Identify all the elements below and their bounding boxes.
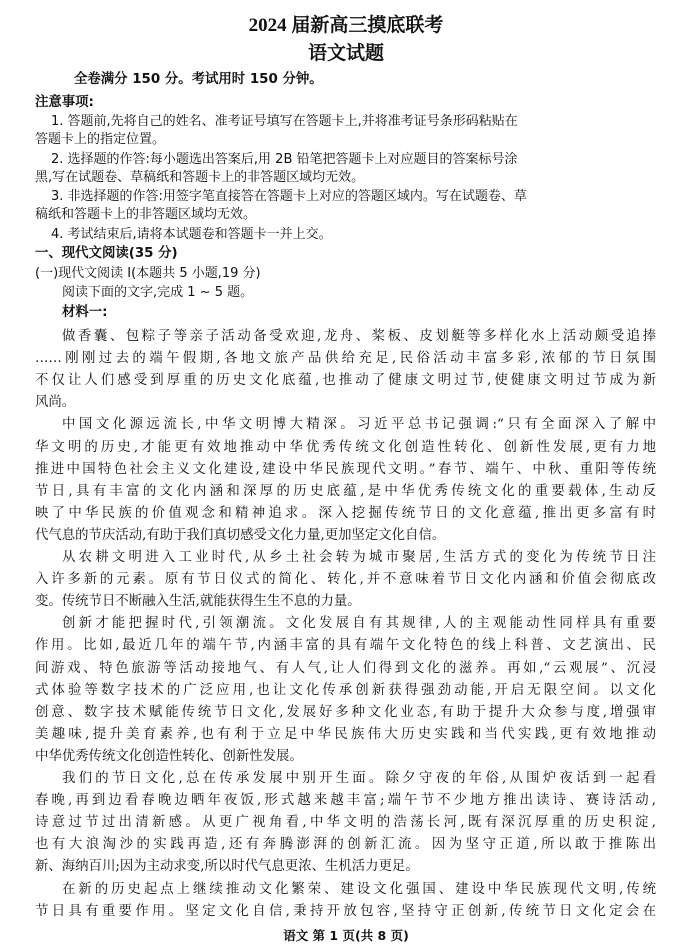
passage-line: 新、海纳百川;因为主动求变,所以时代气息更浓、生机活力更足。 bbox=[35, 859, 419, 875]
notes-line: 4. 考试结束后,请将本试题卷和答题卡一并上交。 bbox=[51, 227, 332, 242]
passage-line: 间游戏、特色旅游等活动接地气、有人气,让人们得到文化的滋养。再如,“云观展”、沉浸 bbox=[35, 660, 656, 676]
exam-title: 2024 届新高三摸底联考 bbox=[248, 15, 444, 36]
passage-line: 创新才能把握时代,引领潮流。文化发展自有其规律,人的主观能动性同样具有重要 bbox=[62, 616, 656, 632]
notes-heading: 注意事项: bbox=[35, 95, 94, 110]
passage-line: 华文明的历史,才能更有效地推动中华优秀传统文化创造性转化、创新性发展,更有力地 bbox=[35, 439, 656, 455]
passage-line: 创意、数字技术赋能传统节日文化,发展好多种文化业态,有助于提升大众参与度,增强审 bbox=[35, 704, 656, 720]
notes-line: 3. 非选择题的作答:用签字笔直接答在答题卡上对应的答题区域内。写在试题卷、草 bbox=[51, 189, 527, 204]
passage-line: 变。传统节日不断融入生活,就能获得生生不息的力量。 bbox=[35, 594, 361, 610]
passage-line: 节日,具有丰富的文化内涵和深厚的历史底蕴,是中华优秀传统文化的重要载体,生动反 bbox=[35, 483, 656, 499]
passage-line: ……刚刚过去的端午假期,各地文旅产品供给充足,民俗活动丰富多彩,浓郁的节日氛围 bbox=[35, 351, 656, 367]
material-label: 材料一: bbox=[62, 305, 108, 320]
passage-line: 在新的历史起点上继续推动文化繁荣、建设文化强国、建设中华民族现代文明,传统 bbox=[62, 881, 656, 897]
passage-line: 春晚,再到边看春晚边晒年夜饭,形式越来越丰富;端午节不少地方推出读诗、赛诗活动, bbox=[35, 793, 656, 809]
notes-line: 答题卡上的指定位置。 bbox=[35, 132, 166, 147]
passage-line: 入许多新的元素。原有节日仪式的简化、转化,并不意味着节日文化内涵和价值会彻底改 bbox=[35, 572, 656, 588]
passage-line: 风尚。 bbox=[35, 395, 76, 411]
passage-line: 映了中华民族的价值观念和精神追求。深入挖掘传统节日的文化意蕴,推出更多富有时 bbox=[35, 505, 656, 521]
passage-line: 也有大浪淘沙的实践再造,还有奔腾澎湃的创新汇流。因为坚守正道,所以敢于推陈出 bbox=[35, 837, 656, 853]
score-time-note: 全卷满分 150 分。考试用时 150 分钟。 bbox=[74, 72, 323, 87]
passage-line: 做香囊、包粽子等亲子活动备受欢迎,龙舟、桨板、皮划艇等多样化水上活动颇受追捧 bbox=[62, 329, 656, 344]
passage-line: 中华优秀传统文化创造性转化、创新性发展。 bbox=[35, 748, 303, 764]
notes-line: 稿纸和答题卡上的非答题区域均无效。 bbox=[35, 207, 257, 222]
passage-line: 式体验等数字技术的广泛应用,也让文化传承创新获得强劲动能,开启无限空间。以文化 bbox=[35, 682, 656, 698]
passage-line: 美趣味,提升美育素养,也有利于立足中华民族伟大历史实践和当代实践,更有效地推动 bbox=[35, 726, 656, 742]
instruction: 阅读下面的文字,完成 1 ~ 5 题。 bbox=[62, 285, 254, 300]
passage-line: 中国文化源远流长,中华文明博大精深。习近平总书记强调:“只有全面深入了解中 bbox=[62, 417, 656, 433]
passage-line: 不仅让人们感受到厚重的历史文化底蕴,也推动了健康文明过节,使健康文明过节成为新 bbox=[35, 373, 656, 389]
passage-line: 我们的节日文化,总在传承发展中别开生面。除夕守夜的年俗,从围炉夜话到一起看 bbox=[62, 771, 656, 786]
section-title: 一、现代文阅读(35 分) bbox=[35, 246, 178, 261]
page-footer: 语文 第 1 页(共 8 页) bbox=[283, 928, 409, 943]
passage-line: 推进中国特色社会主义文化建设,建设中华民族现代文明。”春节、端午、中秋、重阳等传统 bbox=[35, 461, 656, 477]
passage-line: 节日具有重要作用。坚定文化自信,秉持开放包容,坚持守正创新,传统节日文化定会在 bbox=[35, 903, 656, 919]
passage-line: 代气息的节庆活动,有助于我们真切感受文化力量,更加坚定文化自信。 bbox=[35, 527, 446, 543]
notes-line: 1. 答题前,先将自己的姓名、准考证号填写在答题卡上,并将准考证号条形码粘贴在 bbox=[51, 114, 518, 129]
passage-line: 作用。比如,最近几年的端午节,内涵丰富的具有端午文化特色的线上科普、文艺演出、民 bbox=[35, 638, 656, 654]
subsection-title: (一)现代文阅读 Ⅰ(本题共 5 小题,19 分) bbox=[35, 266, 261, 281]
passage-line: 从农耕文明进入工业时代,从乡土社会转为城市聚居,生活方式的变化为传统节日注 bbox=[62, 550, 656, 565]
passage-line: 诗意过节过出清新感。从更广视角看,中华文明的浩荡长河,既有深沉厚重的历史积淀, bbox=[35, 815, 656, 831]
subject-title: 语文试题 bbox=[307, 43, 384, 64]
notes-line: 2. 选择题的作答:每小题选出答案后,用 2B 铅笔把答题卡上对应题目的答案标号涂 bbox=[51, 152, 518, 167]
notes-line: 黑,写在试题卷、草稿纸和答题卡上的非答题区域均无效。 bbox=[35, 170, 365, 185]
